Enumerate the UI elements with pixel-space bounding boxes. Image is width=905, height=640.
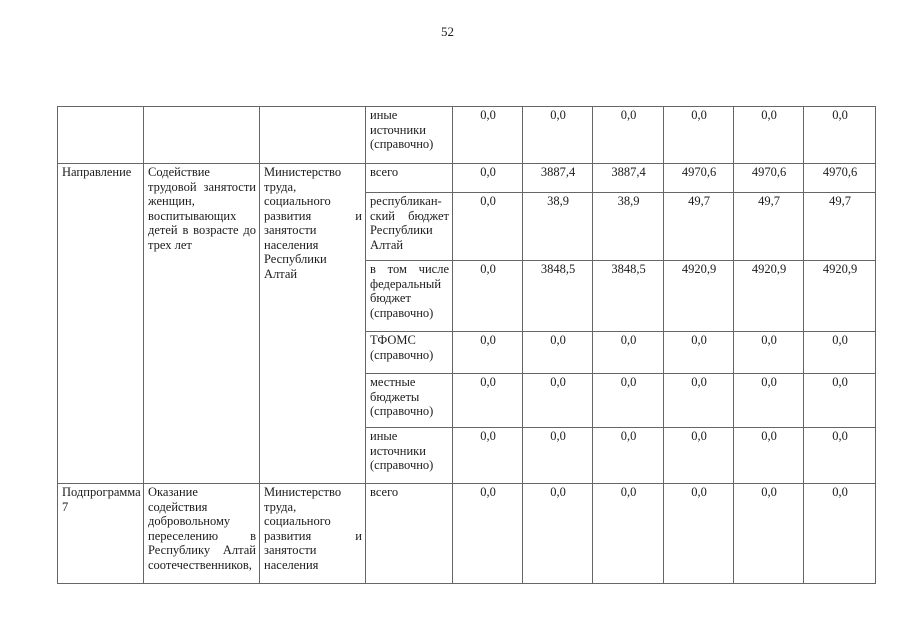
value-cell: 0,0 (453, 428, 523, 484)
value-cell: 38,9 (523, 193, 593, 261)
entry-description-cell: Оказание содействия добровольному переселению в Республику Алтай соотечественников, (144, 484, 260, 584)
value-cell: 0,0 (453, 332, 523, 374)
value-cell: 0,0 (453, 484, 523, 584)
empty-cell (58, 107, 144, 164)
budget-type-cell: в том числе федеральный бюджет (справочно) (366, 261, 453, 332)
value-cell: 0,0 (593, 428, 664, 484)
value-cell: 0,0 (453, 374, 523, 428)
value-cell: 0,0 (664, 428, 734, 484)
value-cell: 0,0 (453, 261, 523, 332)
budget-type-cell: местные бюджеты (справочно) (366, 374, 453, 428)
value-cell: 49,7 (734, 193, 804, 261)
value-cell: 0,0 (453, 193, 523, 261)
value-cell: 0,0 (734, 428, 804, 484)
entry-type-cell: Направление (58, 164, 144, 484)
value-cell: 0,0 (734, 484, 804, 584)
value-cell: 38,9 (593, 193, 664, 261)
value-cell: 4970,6 (734, 164, 804, 193)
value-cell: 0,0 (804, 374, 876, 428)
budget-type-cell: иные источники (справочно) (366, 428, 453, 484)
value-cell: 3887,4 (593, 164, 664, 193)
direction-row-total (58, 164, 876, 193)
value-cell: 0,0 (593, 374, 664, 428)
page-number: 52 (441, 24, 454, 39)
value-cell: 0,0 (523, 332, 593, 374)
value-cell: 4970,6 (804, 164, 876, 193)
value-cell: 0,0 (664, 374, 734, 428)
value-cell: 4920,9 (804, 261, 876, 332)
empty-cell (260, 107, 366, 164)
empty-cell (144, 107, 260, 164)
value-cell: 0,0 (593, 484, 664, 584)
value-cell: 0,0 (453, 164, 523, 193)
value-cell: 49,7 (664, 193, 734, 261)
entry-type-cell: Подпрограмма 7 (58, 484, 144, 584)
value-cell: 3848,5 (523, 261, 593, 332)
value-cell: 49,7 (804, 193, 876, 261)
value-cell: 0,0 (804, 107, 876, 164)
value-cell: 0,0 (734, 107, 804, 164)
value-cell: 0,0 (734, 332, 804, 374)
budget-table (57, 106, 876, 584)
value-cell: 0,0 (804, 428, 876, 484)
budget-type-cell: ТФОМС (справочно) (366, 332, 453, 374)
budget-type-cell: всего (366, 164, 453, 193)
budget-type-cell: всего (366, 484, 453, 584)
value-cell: 4920,9 (664, 261, 734, 332)
value-cell: 0,0 (593, 332, 664, 374)
value-cell: 0,0 (523, 374, 593, 428)
value-cell: 0,0 (804, 484, 876, 584)
executor-cell: Министерство труда, социального развития и занятости населения (260, 484, 366, 584)
budget-type-cell: иные источники (справочно) (366, 107, 453, 164)
value-cell: 0,0 (523, 428, 593, 484)
entry-description-cell: Содействие трудовой занятости женщин, воспитывающих детей в возрасте до трех лет (144, 164, 260, 484)
value-cell: 0,0 (664, 332, 734, 374)
value-cell: 0,0 (664, 484, 734, 584)
value-cell: 0,0 (664, 107, 734, 164)
value-cell: 4970,6 (664, 164, 734, 193)
value-cell: 0,0 (523, 107, 593, 164)
value-cell: 0,0 (804, 332, 876, 374)
carryover-row (58, 107, 876, 164)
budget-type-cell: республикан-ский бюджет Республики Алтай (366, 193, 453, 261)
executor-cell: Министерство труда, социального развития и занятости населения Республики Алтай (260, 164, 366, 484)
value-cell: 0,0 (453, 107, 523, 164)
value-cell: 0,0 (734, 374, 804, 428)
value-cell: 3848,5 (593, 261, 664, 332)
value-cell: 4920,9 (734, 261, 804, 332)
value-cell: 0,0 (593, 107, 664, 164)
value-cell: 0,0 (523, 484, 593, 584)
subprogram-7-row (58, 484, 876, 584)
value-cell: 3887,4 (523, 164, 593, 193)
